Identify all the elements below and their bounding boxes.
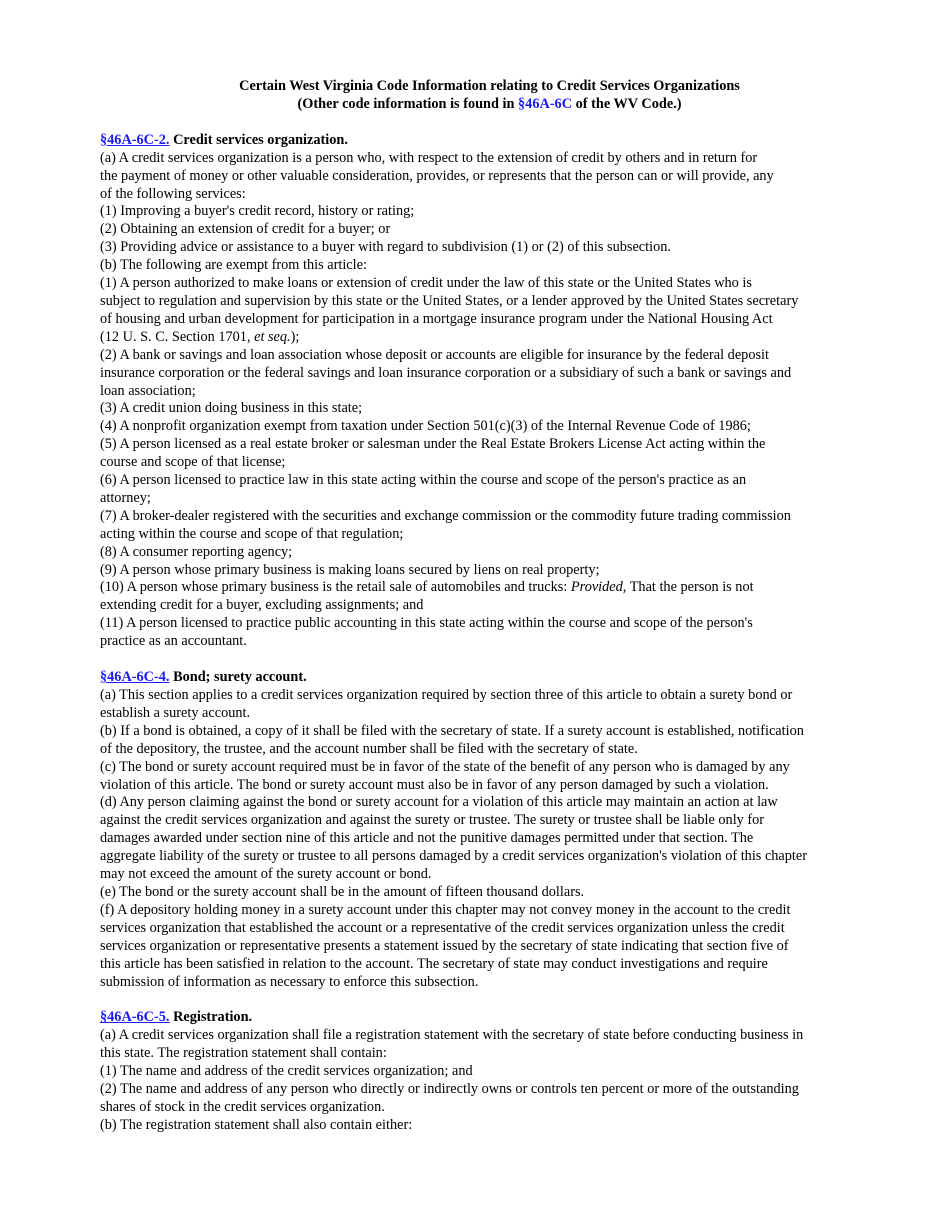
text-line: aggregate liability of the surety or trustee to all persons damaged by a credit services organization's violation of this chapter (100, 848, 808, 865)
paragraph-a (100, 687, 875, 723)
title-line-2-suffix: of the WV Code.) (572, 95, 682, 112)
text-line: shares of stock in the credit services organization. (100, 1098, 385, 1115)
text-line: (d) Any person claiming against the bond or surety account for a violation of this article may maintain an action at law (100, 794, 778, 811)
paragraph-b1 (100, 275, 875, 347)
text-line: (5) A person licensed as a real estate broker or salesman under the Real Estate Brokers License Act acting within the (100, 436, 766, 453)
section-heading (100, 1009, 875, 1027)
text-line: (b) If a bond is obtained, a copy of it shall be filed with the secretary of state. If a surety account is established, notification (100, 722, 804, 739)
section-cite-link[interactable]: §46A-6C-4. (100, 669, 170, 686)
text-line: (c) The bond or surety account required must be in favor of the state of the benefit of any person who is damaged by any (100, 758, 790, 775)
paragraph-b5 (100, 436, 875, 472)
text-line: (6) A person licensed to practice law in this state acting within the course and scope of the person's practice as an (100, 472, 747, 489)
text-line: (1) Improving a buyer's credit record, history or rating; (100, 203, 415, 220)
text-line: (a) A credit services organization is a person who, with respect to the extension of credit by others and in return for (100, 149, 758, 166)
text-line: submission of information as necessary to enforce this subsection. (100, 973, 479, 990)
text-line: (2) Obtaining an extension of credit for a buyer; or (100, 221, 391, 238)
paragraph-c (100, 759, 875, 795)
text-line: (b) The registration statement shall also contain either: (100, 1116, 413, 1133)
text-line: subject to regulation and supervision by this state or the United States, or a lender approved by the United States secretary (100, 292, 799, 309)
text-line: violation of this article. The bond or surety account must also be in favor of any person damaged by such a violation. (100, 776, 769, 793)
usc-italic: et seq. (254, 328, 291, 345)
text-line: attorney; (100, 489, 151, 506)
text-line: the payment of money or other valuable consideration, provides, or represents that the person can or will provide, any (100, 167, 774, 184)
section-cite-link[interactable]: §46A-6C-2. (100, 131, 170, 148)
text-line: (7) A broker-dealer registered with the securities and exchange commission or the commodity future trading commission (100, 507, 791, 524)
text-line: course and scope of that license; (100, 454, 286, 471)
section-heading (100, 132, 875, 150)
paragraph-b7 (100, 508, 875, 544)
text-line: establish a surety account. (100, 704, 251, 721)
item10-after: That the person is not (626, 579, 754, 596)
paragraph-f (100, 902, 875, 992)
text-line (100, 579, 875, 597)
text-line: (8) A consumer reporting agency; (100, 543, 293, 560)
text-line: (3) Providing advice or assistance to a buyer with regard to subdivision (1) or (2) of this subsection. (100, 239, 671, 256)
section-title: Bond; surety account. (173, 669, 307, 686)
text-line: (a) This section applies to a credit services organization required by section three of this article to obtain a surety bond or (100, 687, 793, 703)
section-title: Credit services organization. (173, 131, 348, 148)
text-line: services organization or representative presents a statement issued by the secretary of state indicating that section five of (100, 937, 789, 954)
title-line-2 (104, 96, 875, 114)
text-line: (11) A person licensed to practice public accounting in this state acting within the course and scope of the person's (100, 615, 753, 632)
text-line: of housing and urban development for participation in a mortgage insurance program under the National Housing Act (100, 310, 773, 327)
section-46a-6c-2 (100, 132, 875, 651)
text-line: against the credit services organization and against the surety or trustee. The surety or trustee shall be liable only for (100, 812, 765, 829)
text-line: (2) A bank or savings and loan association whose deposit or accounts are eligible for insurance by the federal deposit (100, 346, 769, 363)
paragraph-b11 (100, 615, 875, 651)
title-line-2-prefix: (Other code information is found in (297, 95, 519, 112)
text-line: (1) The name and address of the credit services organization; and (100, 1063, 473, 1080)
text-line: practice as an accountant. (100, 633, 247, 650)
paragraph-d (100, 794, 875, 884)
text-line: damages awarded under section nine of this article and not the punitive damages permitted under that section. The (100, 830, 754, 847)
text-line: this state. The registration statement shall contain: (100, 1045, 387, 1062)
text-line: services organization that established the account or a representative of the credit services organization unless the credit (100, 919, 785, 936)
text-line: of the following services: (100, 185, 246, 202)
paragraph-b2 (100, 347, 875, 401)
text-line: (1) A person authorized to make loans or extension of credit under the law of this state or the United States who is (100, 275, 752, 292)
paragraph-a (100, 1027, 875, 1063)
text-line: loan association; (100, 382, 196, 399)
text-line: insurance corporation or the federal savings and loan insurance corporation or a subsidiary of such a bank or savings and (100, 364, 792, 381)
section-46a-6c-5 (100, 1009, 875, 1134)
text-line: (3) A credit union doing business in this state; (100, 400, 363, 417)
text-line: (b) The following are exempt from this article: (100, 257, 367, 274)
document-page (100, 78, 875, 1135)
text-line: (2) The name and address of any person who directly or indirectly owns or controls ten percent or more of the outstanding (100, 1081, 799, 1098)
section-46a-6c-4 (100, 669, 875, 991)
title-line-1: Certain West Virginia Code Information relating to Credit Services Organizations (239, 78, 740, 94)
usc-before: (12 U. S. C. Section 1701, (100, 328, 255, 345)
section-title: Registration. (173, 1009, 253, 1026)
paragraph-b6 (100, 472, 875, 508)
text-line: (a) A credit services organization shall file a registration statement with the secretary of state before conducting business in (100, 1027, 804, 1044)
document-title (104, 78, 875, 114)
text-line: of the depository, the trustee, and the account number shall be filed with the secretary of state. (100, 740, 638, 757)
section-heading (100, 669, 875, 687)
text-line: (4) A nonprofit organization exempt from taxation under Section 501(c)(3) of the Internal Revenue Code of 1986; (100, 418, 751, 435)
text-line: this article has been satisfied in relation to the account. The secretary of state may conduct investigations and require (100, 955, 768, 972)
text-line: acting within the course and scope of that regulation; (100, 525, 404, 542)
text-line (100, 329, 875, 347)
text-line: (9) A person whose primary business is making loans secured by liens on real property; (100, 561, 600, 578)
item10-italic: Provided, (570, 579, 627, 596)
item10-before: (10) A person whose primary business is the retail sale of automobiles and trucks: (100, 579, 571, 596)
paragraph-b10 (100, 579, 875, 615)
paragraph-a (100, 150, 875, 204)
text-line: extending credit for a buyer, excluding assignments; and (100, 597, 424, 614)
paragraph-a2 (100, 1081, 875, 1117)
text-line: may not exceed the amount of the surety account or bond. (100, 866, 432, 883)
text-line: (e) The bond or the surety account shall be in the amount of fifteen thousand dollars. (100, 883, 585, 900)
text-line: (f) A depository holding money in a surety account under this chapter may not convey money in the account to the credit (100, 901, 791, 918)
usc-after: ); (290, 328, 300, 345)
section-cite-link[interactable]: §46A-6C-5. (100, 1009, 170, 1026)
code-chapter-link[interactable]: §46A-6C (518, 95, 573, 112)
paragraph-b (100, 723, 875, 759)
